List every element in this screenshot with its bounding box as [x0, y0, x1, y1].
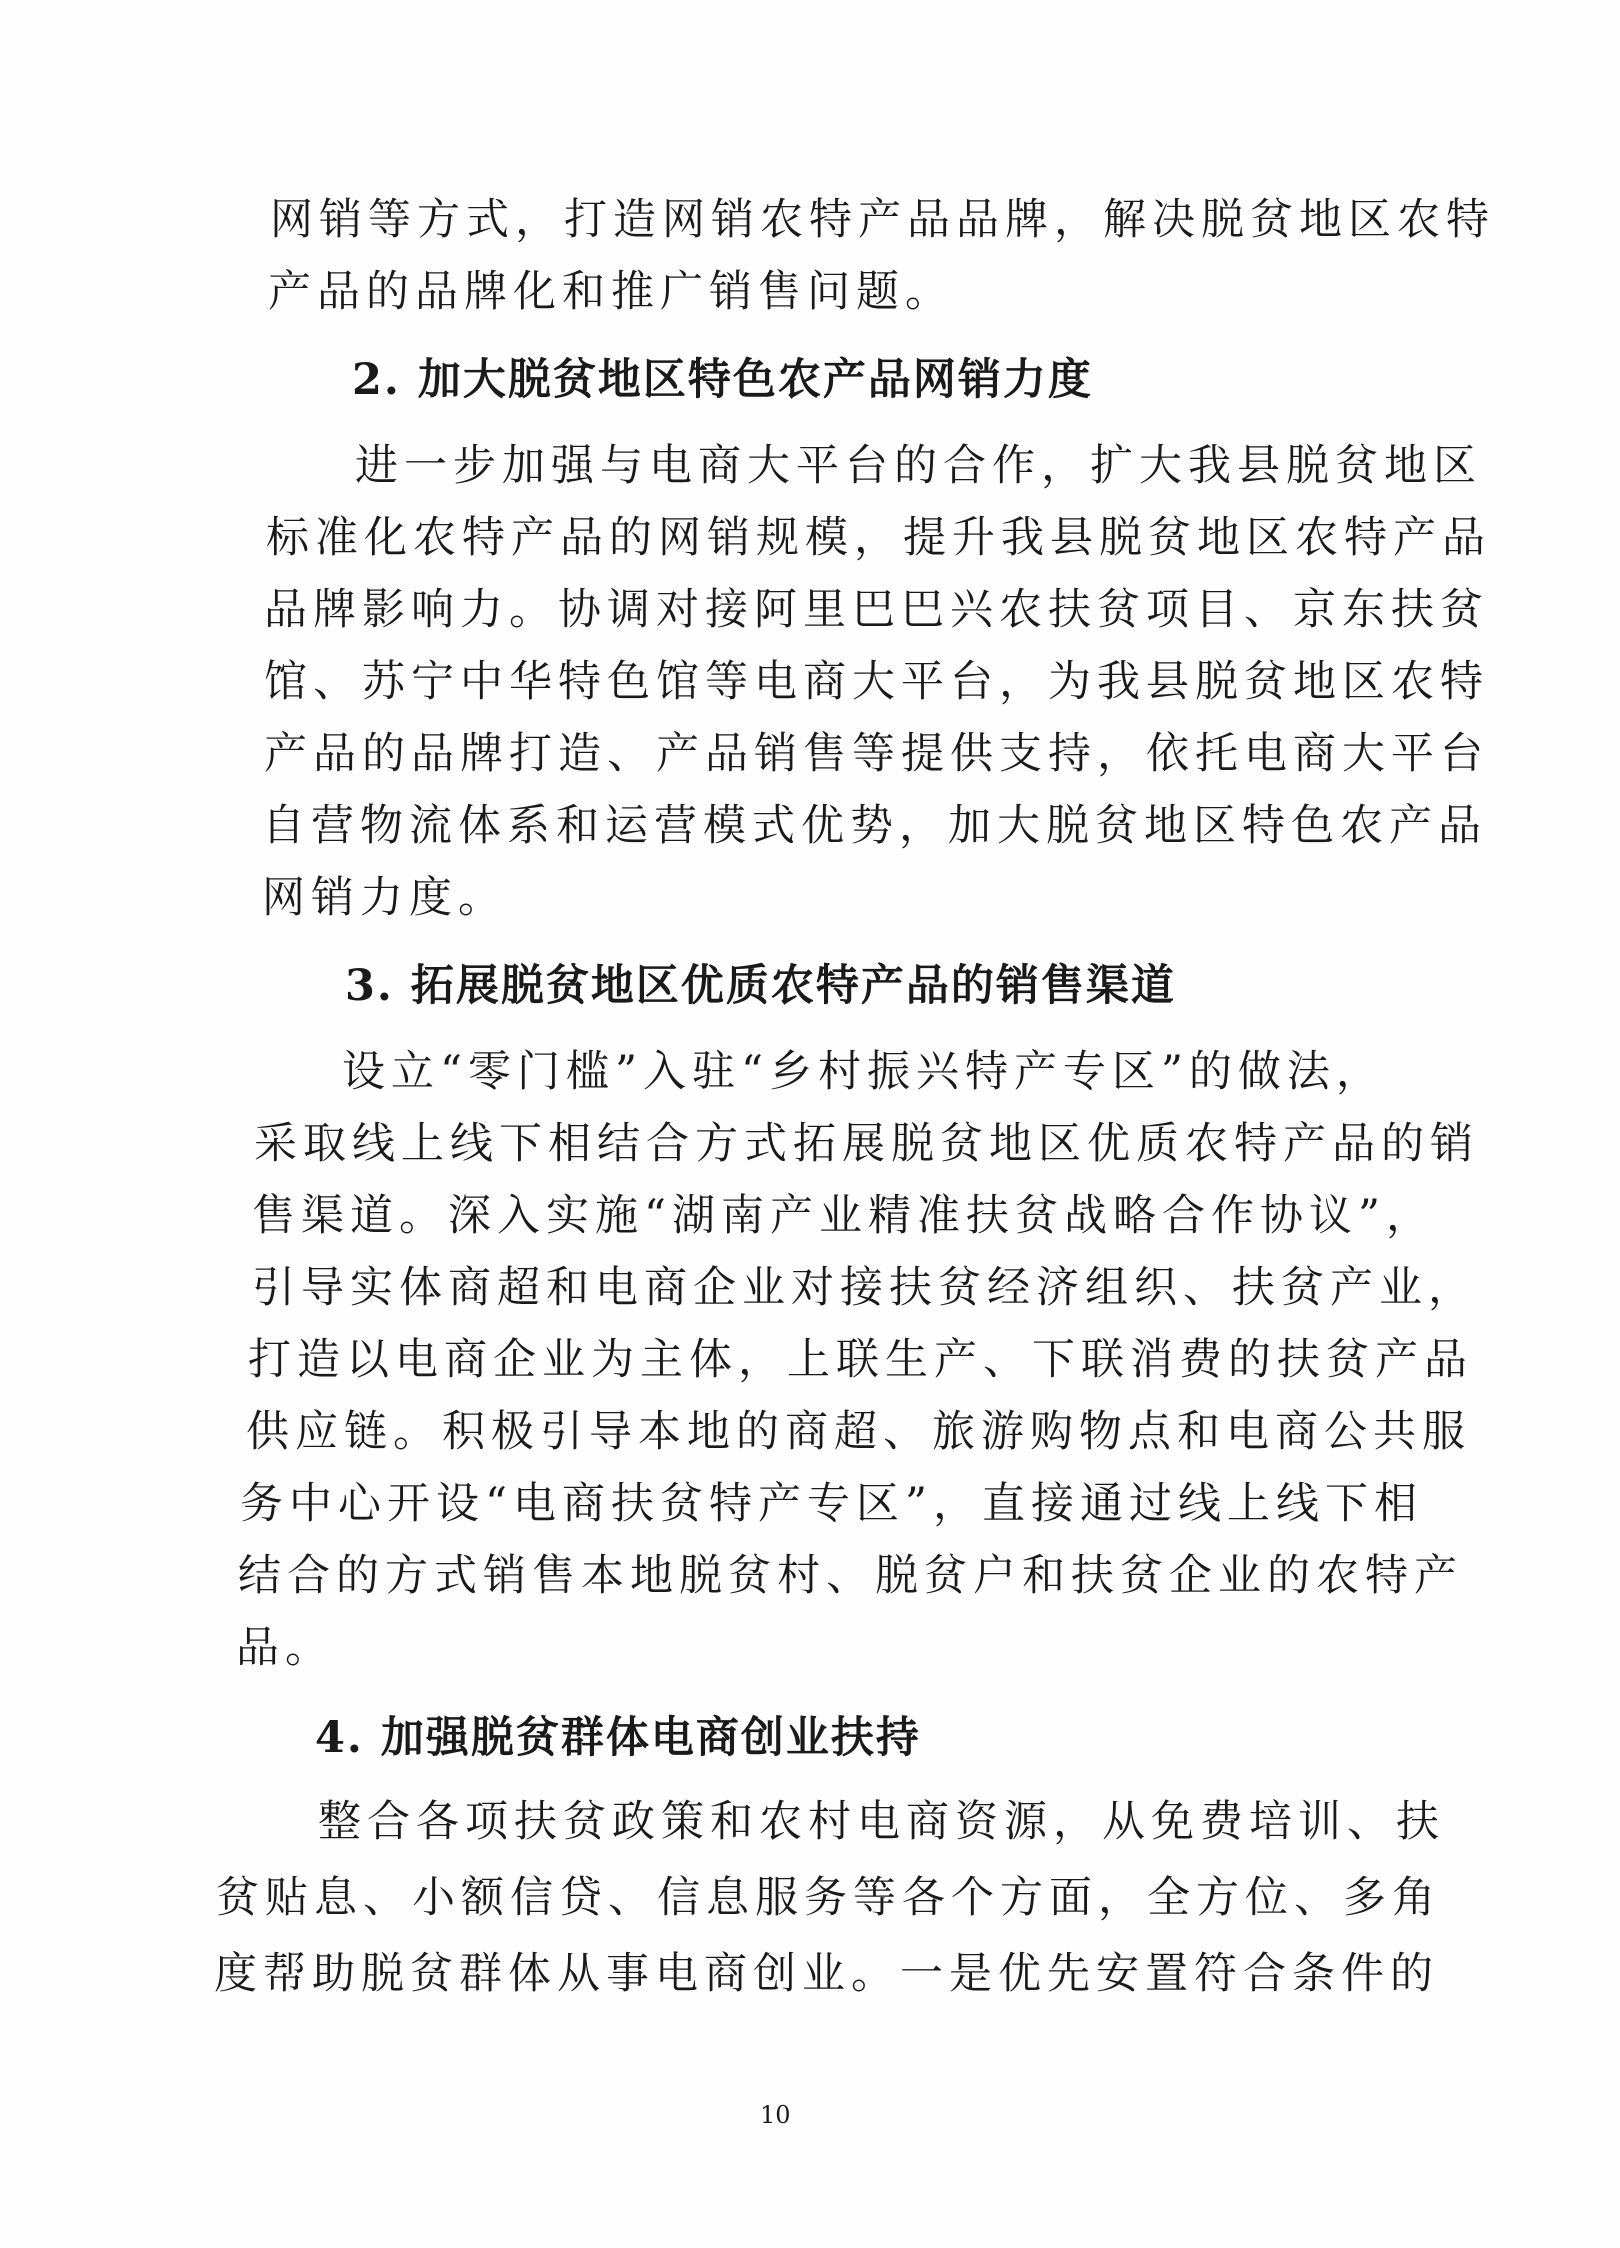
paragraph-line: 结合的方式销售本地脱贫村、脱贫户和扶贫企业的农特产 — [238, 1551, 1463, 1601]
paragraph-line: 网销等方式，打造网销农特产品品牌，解决脱贫地区农特 — [270, 195, 1495, 245]
paragraph-line: 产品的品牌打造、产品销售等提供支持，依托电商大平台 — [264, 729, 1489, 779]
paragraph-line: 自营物流体系和运营模式优势，加大脱贫地区特色农产品 — [262, 801, 1487, 851]
section-heading: 3. 拓展脱贫地区优质农特产品的销售渠道 — [345, 961, 1176, 1011]
paragraph-line: 产品的品牌化和推广销售问题。 — [268, 267, 954, 317]
paragraph-line: 引导实体商超和电商企业对接扶贫经济组织、扶贫产业， — [252, 1263, 1477, 1313]
page-number: 10 — [760, 2101, 791, 2129]
paragraph-line: 售渠道。深入实施“湖南产业精准扶贫战略合作协议”， — [252, 1191, 1435, 1241]
paragraph-line: 整合各项扶贫政策和农村电商资源，从免费培训、扶 — [318, 1797, 1445, 1847]
paragraph-line: 度帮助脱贫群体从事电商创业。一是优先安置符合条件的 — [214, 1949, 1439, 1999]
paragraph-line: 打造以电商企业为主体，上联生产、下联消费的扶贫产品 — [248, 1335, 1473, 1385]
paragraph-line: 设立“零门槛”入驻“乡村振兴特产专区”的做法， — [342, 1047, 1385, 1097]
paragraph-line: 进一步加强与电商大平台的合作，扩大我县脱贫地区 — [355, 441, 1482, 491]
paragraph-line: 馆、苏宁中华特色馆等电商大平台，为我县脱贫地区农特 — [264, 657, 1489, 707]
paragraph-line: 采取线上线下相结合方式拓展脱贫地区优质农特产品的销 — [254, 1119, 1479, 1169]
section-heading: 4. 加强脱贫群体电商创业扶持 — [315, 1713, 921, 1763]
paragraph-line: 标准化农特产品的网销规模，提升我县脱贫地区农特产品 — [266, 513, 1491, 563]
section-heading: 2. 加大脱贫地区特色农产品网销力度 — [352, 355, 1093, 405]
paragraph-line: 网销力度。 — [262, 873, 507, 923]
paragraph-line: 供应链。积极引导本地的商超、旅游购物点和电商公共服 — [246, 1407, 1471, 1457]
paragraph-line: 贫贴息、小额信贷、信息服务等各个方面，全方位、多角 — [216, 1873, 1441, 1923]
paragraph-line: 品牌影响力。协调对接阿里巴巴兴农扶贫项目、京东扶贫 — [264, 585, 1489, 635]
paragraph-line: 品。 — [236, 1623, 334, 1673]
paragraph-line: 务中心开设“电商扶贫特产专区”，直接通过线上线下相 — [240, 1479, 1423, 1529]
